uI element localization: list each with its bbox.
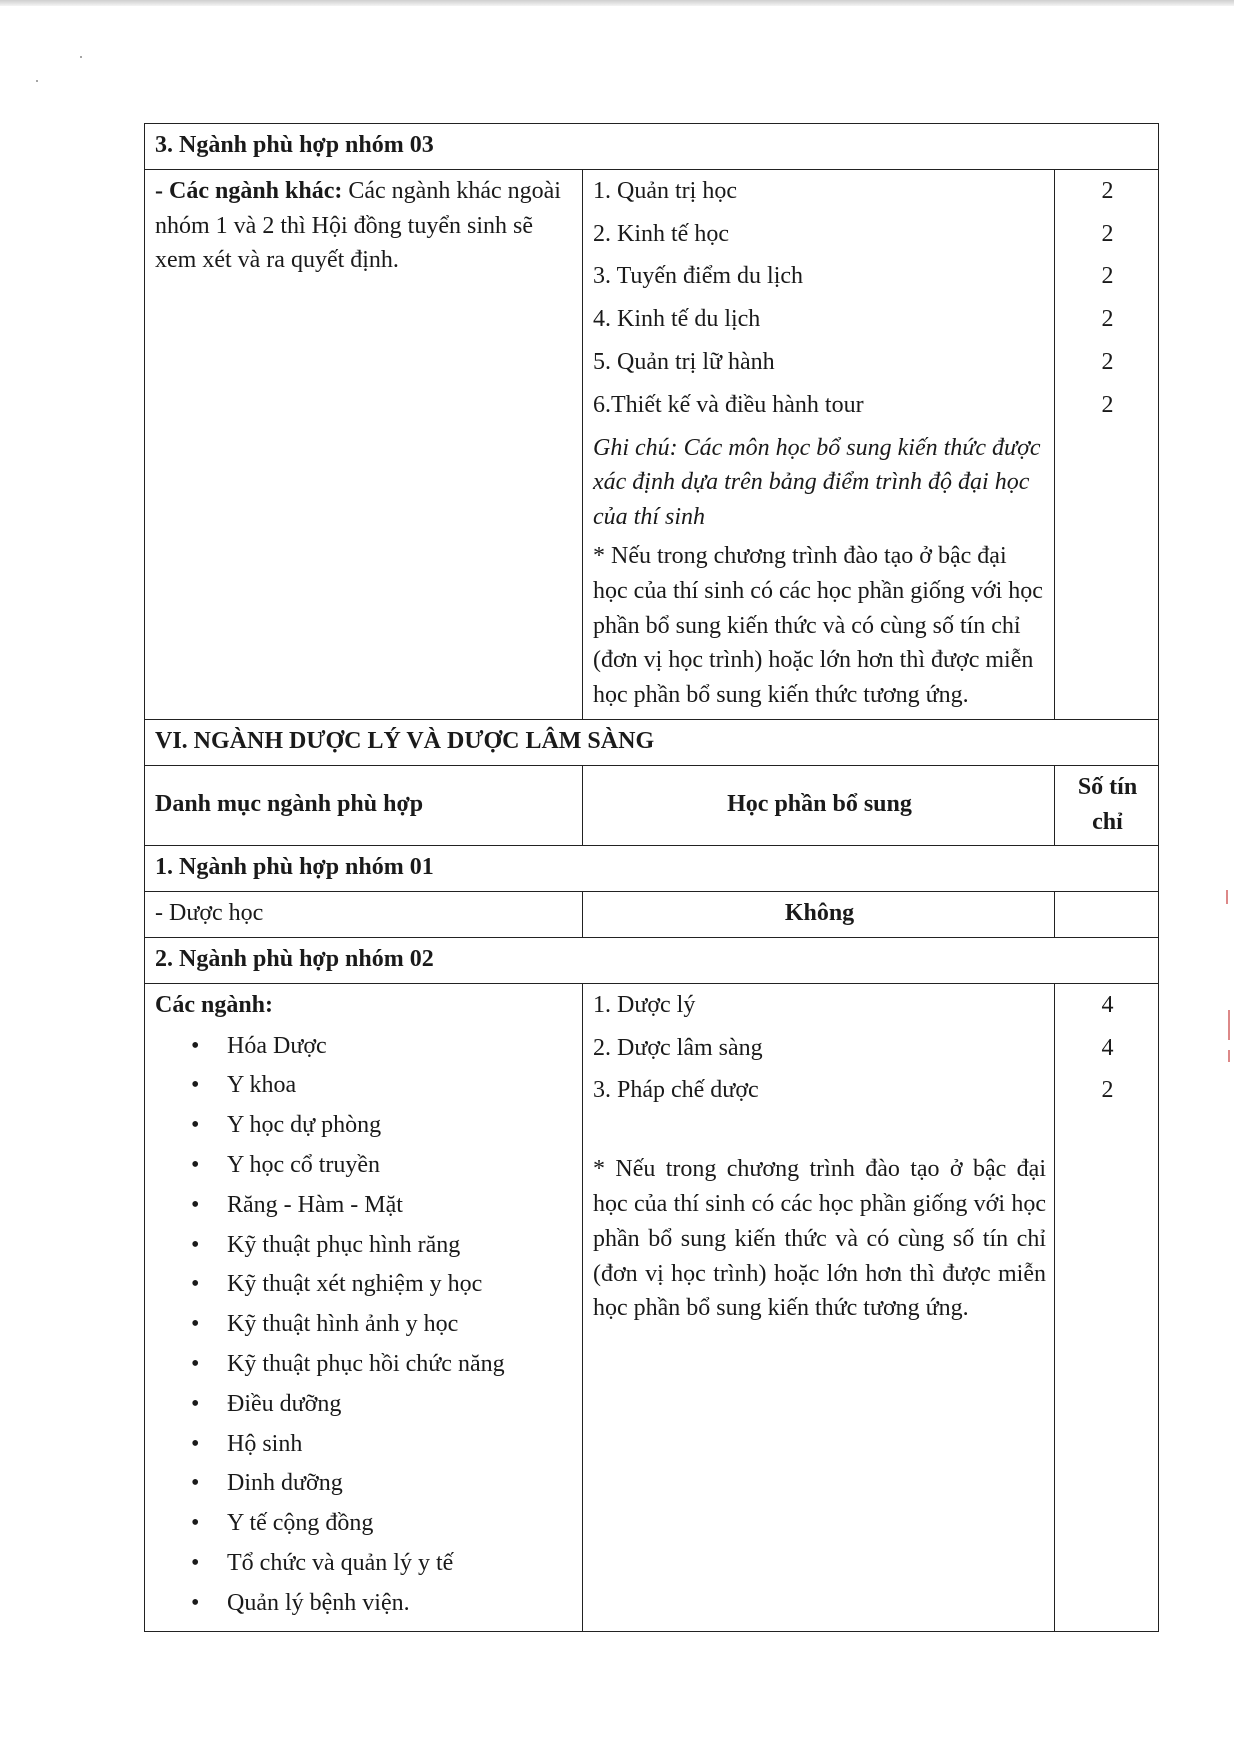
credit-value: 4 (1101, 991, 1114, 1018)
course-item: 3. Tuyến điểm du lịch (593, 263, 804, 290)
scan-red-mark (1228, 1050, 1230, 1062)
major-text: Các ngành khác ngoài nhóm 1 và 2 thì Hội đồng tuyển sinh sẽ xem xét và ra quyết định. (155, 177, 561, 274)
column-header-credits: Số tín chỉ (1055, 765, 1159, 846)
column-header-courses: Học phần bổ sung (583, 765, 1055, 846)
credit-value: 2 (1101, 391, 1114, 418)
table-row (145, 169, 1159, 719)
list-item: • Điều dưỡng (185, 1387, 574, 1422)
scan-top-edge (0, 0, 1234, 6)
course-item: 6.Thiết kế và điều hành tour (593, 391, 864, 418)
course-item: 5. Quản trị lữ hành (593, 348, 775, 375)
course-cell (583, 169, 1055, 719)
table-row (145, 846, 1159, 892)
list-item: • Kỹ thuật xét nghiệm y học (185, 1267, 574, 1302)
note-text: * Nếu trong chương trình đào tạo ở bậc đại học của thí sinh có các học phần giống với học phần bổ sung kiến thức và có cùng số tín chỉ (đơn vị học trình) hoặc lớn hơn thì được miễn học phần bổ sung kiến thức tương ứng. (593, 542, 1043, 709)
credit-value: 2 (1101, 263, 1114, 290)
note-text: * Nếu trong chương trình đào tạo ở bậc đại học của thí sinh có các học phần giống với học phần bổ sung kiến thức và có cùng số tín chỉ (đơn vị học trình) hoặc lớn hơn thì được miễn học phần bổ sung kiến thức tương ứng. (593, 1156, 1046, 1322)
scan-red-mark (1226, 890, 1228, 904)
list-item: • Hóa Dược (185, 1029, 574, 1064)
table-row (145, 937, 1159, 983)
credit-value: 2 (1101, 348, 1114, 375)
major-cell (145, 983, 583, 1632)
scan-red-mark (1228, 1010, 1230, 1040)
credit-cell (1055, 892, 1159, 938)
list-item: • Hộ sinh (185, 1427, 574, 1462)
list-item: • Quản lý bệnh viện. (185, 1586, 574, 1621)
section-heading: VI. NGÀNH DƯỢC LÝ VÀ DƯỢC LÂM SÀNG (145, 719, 1159, 765)
list-item: • Kỹ thuật phục hồi chức năng (185, 1347, 574, 1382)
majors-label: Các ngành: (155, 991, 274, 1018)
scan-speck (80, 56, 82, 58)
major-lead: - Các ngành khác: (155, 177, 343, 204)
credit-cell (1055, 169, 1159, 719)
credit-cell (1055, 983, 1159, 1632)
course-item: 1. Quản trị học (593, 177, 737, 204)
requirements-table (144, 123, 1159, 1632)
list-item: • Y học dự phòng (185, 1108, 574, 1143)
credit-value: 2 (1101, 177, 1114, 204)
course-item: 1. Dược lý (593, 991, 696, 1018)
list-item: • Y học cổ truyền (185, 1148, 574, 1183)
course-item: 3. Pháp chế dược (593, 1077, 759, 1104)
group-heading: 3. Ngành phù hợp nhóm 03 (145, 124, 1159, 170)
list-item: • Y khoa (185, 1068, 574, 1103)
credit-value: 2 (1101, 220, 1114, 247)
note-italic: Ghi chú: Các môn học bổ sung kiến thức được xác định dựa trên bảng điểm trình độ đại học của thí sinh (593, 434, 1041, 531)
credit-value: 4 (1101, 1034, 1114, 1061)
list-item: • Kỹ thuật hình ảnh y học (185, 1307, 574, 1342)
list-item: • Y tế cộng đồng (185, 1506, 574, 1541)
group-heading: 2. Ngành phù hợp nhóm 02 (145, 937, 1159, 983)
list-item: • Răng - Hàm - Mặt (185, 1188, 574, 1223)
table-row (145, 892, 1159, 938)
credit-value: 2 (1101, 1077, 1114, 1104)
majors-list (155, 1029, 574, 1621)
course-item: 2. Kinh tế học (593, 220, 729, 247)
course-cell: Không (583, 892, 1055, 938)
major-cell: - Dược học (145, 892, 583, 938)
list-item: • Kỹ thuật phục hình răng (185, 1228, 574, 1263)
table-row (145, 719, 1159, 765)
table-row (145, 983, 1159, 1632)
table-header-row (145, 765, 1159, 846)
list-item: • Tổ chức và quản lý y tế (185, 1546, 574, 1581)
list-item: • Dinh dưỡng (185, 1466, 574, 1501)
credit-value: 2 (1101, 306, 1114, 333)
major-cell (145, 169, 583, 719)
course-item: 2. Dược lâm sàng (593, 1034, 763, 1061)
table-row (145, 124, 1159, 170)
scan-speck (36, 80, 38, 82)
group-heading: 1. Ngành phù hợp nhóm 01 (145, 846, 1159, 892)
column-header-majors: Danh mục ngành phù hợp (145, 765, 583, 846)
course-item: 4. Kinh tế du lịch (593, 306, 761, 333)
course-cell (583, 983, 1055, 1632)
